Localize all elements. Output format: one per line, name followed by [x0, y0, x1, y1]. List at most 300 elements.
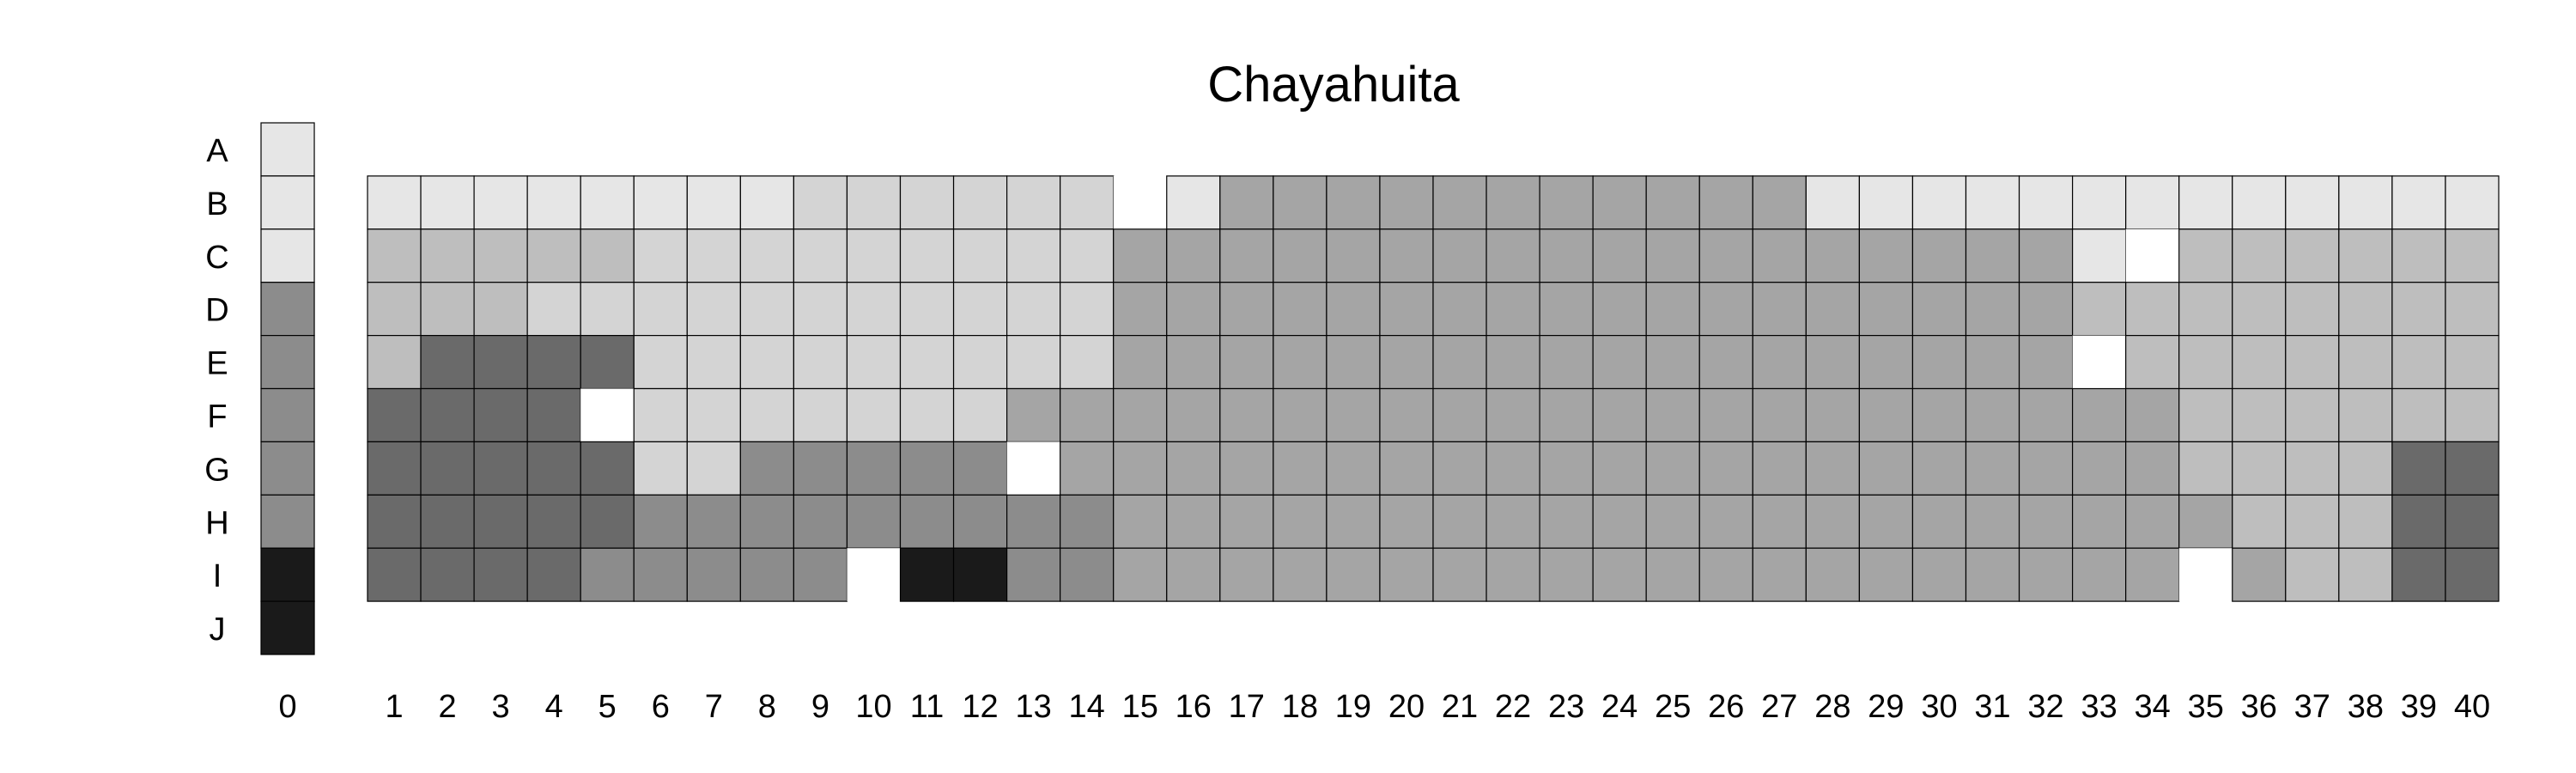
grid-cell-h-13 — [1007, 495, 1060, 548]
grid-cell-e-29 — [1859, 336, 1912, 389]
grid-cell-i-13 — [1007, 548, 1060, 601]
grid-cell-d-35 — [2179, 283, 2233, 336]
grid-cell-h-21 — [1433, 495, 1486, 548]
grid-cell-g-15 — [1114, 441, 1167, 495]
grid-cell-e-34 — [2126, 336, 2179, 389]
grid-cell-f-23 — [1540, 389, 1593, 442]
grid-cell-c-10 — [847, 229, 900, 283]
grid-cell-g-39 — [2392, 441, 2445, 495]
grid-cell-b-17 — [1220, 176, 1273, 229]
grid-cell-f-18 — [1273, 389, 1327, 442]
grid-cell-h-6 — [634, 495, 687, 548]
grid-cell-h-39 — [2392, 495, 2445, 548]
grid-cell-d-31 — [1966, 283, 2020, 336]
grid-cell-c-22 — [1486, 229, 1540, 283]
grid-cell-h-15 — [1114, 495, 1167, 548]
grid-cell-b-37 — [2286, 176, 2339, 229]
grid-cell-f-15 — [1114, 389, 1167, 442]
grid-cell-b-6 — [634, 176, 687, 229]
row-labels — [204, 133, 230, 648]
grid-cell-f-37 — [2286, 389, 2339, 442]
grid-cell-c-7 — [687, 229, 740, 283]
grid-cell-c-15 — [1114, 229, 1167, 283]
grid-cell-i-22 — [1486, 548, 1540, 601]
row-label-b: B — [206, 186, 228, 222]
grid-cell-d-9 — [793, 283, 847, 336]
grid-cell-f-39 — [2392, 389, 2445, 442]
grid-cell-i-29 — [1859, 548, 1912, 601]
grid-cell-e-18 — [1273, 336, 1327, 389]
row-label-i: I — [212, 558, 222, 595]
column-label-12: 12 — [962, 689, 999, 725]
grid-cell-e-40 — [2445, 336, 2499, 389]
grid-cell-i-5 — [580, 548, 634, 601]
column-label-19: 19 — [1334, 689, 1372, 725]
grid-cell-e-13 — [1007, 336, 1060, 389]
grid-cell-e-9 — [793, 336, 847, 389]
grid-cell-f-1 — [368, 389, 421, 442]
grid-cell-e-7 — [687, 336, 740, 389]
grid-cell-g-13 — [1007, 441, 1060, 495]
grid-cell-b-1 — [368, 176, 421, 229]
column-label-14: 14 — [1068, 689, 1105, 725]
grid-cell-e-28 — [1806, 336, 1859, 389]
grid-cell-g-19 — [1327, 441, 1380, 495]
grid-cell-d-5 — [580, 283, 634, 336]
grid-cell-f-35 — [2179, 389, 2233, 442]
column-label-35: 35 — [2187, 689, 2224, 725]
grid-cell-h-12 — [954, 495, 1007, 548]
grid-cell-f-38 — [2339, 389, 2392, 442]
grid-cell-b-36 — [2233, 176, 2286, 229]
grid-cell-b-3 — [474, 176, 527, 229]
grid-cell-g-37 — [2286, 441, 2339, 495]
column-label-6: 6 — [651, 689, 670, 725]
grid-cell-g-34 — [2126, 441, 2179, 495]
grid-cell-g-12 — [954, 441, 1007, 495]
grid-cell-f-30 — [1912, 389, 1965, 442]
grid-cell-g-1 — [368, 441, 421, 495]
grid-cell-f-12 — [954, 389, 1007, 442]
grid-cell-i-40 — [2445, 548, 2499, 601]
grid-cell-b-19 — [1327, 176, 1380, 229]
grid-cell-e-30 — [1912, 336, 1965, 389]
grid-cell-h-18 — [1273, 495, 1327, 548]
grid-cell-e-27 — [1753, 336, 1806, 389]
grid-cell-h-10 — [847, 495, 900, 548]
grid-cell-b-2 — [421, 176, 474, 229]
grid-cell-i-35 — [2179, 548, 2233, 601]
grid-cell-i-20 — [1380, 548, 1433, 601]
grid-cell-d-10 — [847, 283, 900, 336]
row-label-j: J — [209, 612, 226, 648]
reference-cell-h — [261, 495, 314, 548]
grid-cell-c-31 — [1966, 229, 2020, 283]
grid-cell-g-33 — [2073, 441, 2126, 495]
grid-cell-c-13 — [1007, 229, 1060, 283]
grid-cell-d-20 — [1380, 283, 1433, 336]
grid-cell-c-20 — [1380, 229, 1433, 283]
grid-cell-f-5 — [580, 389, 634, 442]
grid-cell-d-13 — [1007, 283, 1060, 336]
column-label-24: 24 — [1601, 689, 1638, 725]
grid-cell-b-7 — [687, 176, 740, 229]
grid-cell-c-5 — [580, 229, 634, 283]
column-label-30: 30 — [1921, 689, 1958, 725]
grid-cell-i-24 — [1593, 548, 1646, 601]
grid-cell-b-22 — [1486, 176, 1540, 229]
grid-cell-h-19 — [1327, 495, 1380, 548]
grid-cell-f-22 — [1486, 389, 1540, 442]
grid-cell-i-37 — [2286, 548, 2339, 601]
grid-cell-e-38 — [2339, 336, 2392, 389]
grid-cell-i-14 — [1060, 548, 1114, 601]
grid-cell-b-23 — [1540, 176, 1593, 229]
grid-cell-g-14 — [1060, 441, 1114, 495]
grid-cell-b-9 — [793, 176, 847, 229]
grid-cell-h-1 — [368, 495, 421, 548]
grid-cell-g-21 — [1433, 441, 1486, 495]
grid-cell-d-40 — [2445, 283, 2499, 336]
column-label-10: 10 — [855, 689, 892, 725]
grid-cell-h-27 — [1753, 495, 1806, 548]
reference-cell-f — [261, 389, 314, 442]
grid-cell-f-28 — [1806, 389, 1859, 442]
grid-cell-b-28 — [1806, 176, 1859, 229]
grid-cell-d-11 — [901, 283, 954, 336]
grid-cell-h-30 — [1912, 495, 1965, 548]
grid-cell-b-8 — [740, 176, 793, 229]
grid-cell-i-25 — [1646, 548, 1699, 601]
grid-cell-f-34 — [2126, 389, 2179, 442]
grid-cell-f-31 — [1966, 389, 2020, 442]
grid-cell-d-30 — [1912, 283, 1965, 336]
column-label-15: 15 — [1121, 689, 1158, 725]
reference-cell-j — [261, 601, 314, 654]
grid-cell-f-10 — [847, 389, 900, 442]
grid-cell-h-20 — [1380, 495, 1433, 548]
grid-cell-h-26 — [1699, 495, 1753, 548]
grid-cell-c-17 — [1220, 229, 1273, 283]
grid-cell-c-37 — [2286, 229, 2339, 283]
grid-cell-h-8 — [740, 495, 793, 548]
grid-cell-c-16 — [1167, 229, 1220, 283]
grid-cell-c-19 — [1327, 229, 1380, 283]
grid-cells — [368, 176, 2499, 601]
grid-cell-e-2 — [421, 336, 474, 389]
grid-cell-h-34 — [2126, 495, 2179, 548]
grid-cell-d-27 — [1753, 283, 1806, 336]
column-label-7: 7 — [704, 689, 723, 725]
grid-cell-i-39 — [2392, 548, 2445, 601]
grid-cell-i-18 — [1273, 548, 1327, 601]
grid-cell-i-9 — [793, 548, 847, 601]
column-label-38: 38 — [2347, 689, 2385, 725]
grid-cell-g-11 — [901, 441, 954, 495]
grid-cell-g-4 — [527, 441, 580, 495]
grid-cell-g-28 — [1806, 441, 1859, 495]
column-label-31: 31 — [1974, 689, 2011, 725]
grid-cell-h-35 — [2179, 495, 2233, 548]
grid-cell-b-21 — [1433, 176, 1486, 229]
grid-cell-c-18 — [1273, 229, 1327, 283]
grid-cell-f-19 — [1327, 389, 1380, 442]
grid-cell-c-32 — [2020, 229, 2073, 283]
column-label-0: 0 — [278, 689, 297, 725]
grid-cell-b-38 — [2339, 176, 2392, 229]
grid-cell-c-27 — [1753, 229, 1806, 283]
grid-cell-d-14 — [1060, 283, 1114, 336]
grid-cell-h-4 — [527, 495, 580, 548]
grid-cell-h-5 — [580, 495, 634, 548]
grid-cell-h-36 — [2233, 495, 2286, 548]
grid-cell-f-25 — [1646, 389, 1699, 442]
grid-cell-c-26 — [1699, 229, 1753, 283]
grid-cell-i-36 — [2233, 548, 2286, 601]
grid-cell-h-2 — [421, 495, 474, 548]
grid-cell-h-37 — [2286, 495, 2339, 548]
grid-cell-f-20 — [1380, 389, 1433, 442]
grid-cell-b-33 — [2073, 176, 2126, 229]
grid-cell-g-20 — [1380, 441, 1433, 495]
grid-cell-d-37 — [2286, 283, 2339, 336]
column-label-22: 22 — [1494, 689, 1532, 725]
grid-cell-e-21 — [1433, 336, 1486, 389]
grid-cell-g-9 — [793, 441, 847, 495]
grid-cell-g-30 — [1912, 441, 1965, 495]
column-label-40: 40 — [2453, 689, 2491, 725]
column-label-33: 33 — [2081, 689, 2117, 725]
grid-cell-c-21 — [1433, 229, 1486, 283]
grid-cell-b-14 — [1060, 176, 1114, 229]
reference-cell-a — [261, 123, 314, 176]
grid-cell-e-17 — [1220, 336, 1273, 389]
grid-cell-d-22 — [1486, 283, 1540, 336]
grid-cell-g-7 — [687, 441, 740, 495]
grid-cell-c-39 — [2392, 229, 2445, 283]
grid-cell-i-31 — [1966, 548, 2020, 601]
grid-cell-i-8 — [740, 548, 793, 601]
grid-cell-e-10 — [847, 336, 900, 389]
grid-cell-c-14 — [1060, 229, 1114, 283]
grid-cell-b-13 — [1007, 176, 1060, 229]
grid-cell-h-23 — [1540, 495, 1593, 548]
grid-cell-h-31 — [1966, 495, 2020, 548]
grid-cell-h-29 — [1859, 495, 1912, 548]
grid-cell-h-28 — [1806, 495, 1859, 548]
column-label-4: 4 — [544, 689, 563, 725]
grid-cell-f-17 — [1220, 389, 1273, 442]
grid-cell-e-20 — [1380, 336, 1433, 389]
grid-cell-g-25 — [1646, 441, 1699, 495]
grid-cell-f-9 — [793, 389, 847, 442]
grid-cell-h-9 — [793, 495, 847, 548]
reference-cell-d — [261, 283, 314, 336]
grid-cell-h-3 — [474, 495, 527, 548]
grid-cell-i-3 — [474, 548, 527, 601]
grid-cell-b-40 — [2445, 176, 2499, 229]
grid-cell-e-35 — [2179, 336, 2233, 389]
grid-cell-f-21 — [1433, 389, 1486, 442]
grid-cell-d-26 — [1699, 283, 1753, 336]
grid-cell-i-27 — [1753, 548, 1806, 601]
grid-cell-i-33 — [2073, 548, 2126, 601]
grid-cell-g-40 — [2445, 441, 2499, 495]
grid-cell-f-27 — [1753, 389, 1806, 442]
grid-cell-g-31 — [1966, 441, 2020, 495]
grid-cell-e-4 — [527, 336, 580, 389]
reference-cell-i — [261, 548, 314, 601]
grid-cell-e-36 — [2233, 336, 2286, 389]
grid-cell-f-24 — [1593, 389, 1646, 442]
grid-cell-c-24 — [1593, 229, 1646, 283]
grid-cell-d-34 — [2126, 283, 2179, 336]
grid-cell-f-2 — [421, 389, 474, 442]
grid-cell-g-32 — [2020, 441, 2073, 495]
grid-cell-g-10 — [847, 441, 900, 495]
grid-cell-f-7 — [687, 389, 740, 442]
grid-cell-b-16 — [1167, 176, 1220, 229]
grid-cell-i-17 — [1220, 548, 1273, 601]
grid-cell-d-15 — [1114, 283, 1167, 336]
grid-cell-b-11 — [901, 176, 954, 229]
column-label-25: 25 — [1655, 689, 1692, 725]
grid-cell-f-40 — [2445, 389, 2499, 442]
grid-cell-i-28 — [1806, 548, 1859, 601]
grid-cell-c-35 — [2179, 229, 2233, 283]
grid-cell-g-18 — [1273, 441, 1327, 495]
column-label-3: 3 — [491, 689, 510, 725]
grid-cell-g-8 — [740, 441, 793, 495]
grid-cell-c-12 — [954, 229, 1007, 283]
grid-cell-f-26 — [1699, 389, 1753, 442]
grid-cell-d-3 — [474, 283, 527, 336]
row-label-c: C — [205, 239, 229, 276]
grid-cell-f-36 — [2233, 389, 2286, 442]
grid-cell-f-32 — [2020, 389, 2073, 442]
column-label-1: 1 — [385, 689, 404, 725]
grid-cell-h-7 — [687, 495, 740, 548]
grid-cell-d-6 — [634, 283, 687, 336]
grid-cell-b-34 — [2126, 176, 2179, 229]
grid-cell-b-20 — [1380, 176, 1433, 229]
grid-cell-d-17 — [1220, 283, 1273, 336]
column-label-5: 5 — [598, 689, 617, 725]
grid-cell-i-10 — [847, 548, 900, 601]
grid-cell-c-38 — [2339, 229, 2392, 283]
grid-cell-i-19 — [1327, 548, 1380, 601]
grid-cell-g-3 — [474, 441, 527, 495]
grid-cell-e-12 — [954, 336, 1007, 389]
grid-cell-c-1 — [368, 229, 421, 283]
grid-cell-b-24 — [1593, 176, 1646, 229]
grid-cell-h-11 — [901, 495, 954, 548]
grid-cell-g-26 — [1699, 441, 1753, 495]
grid-cell-g-36 — [2233, 441, 2286, 495]
grid-cell-i-21 — [1433, 548, 1486, 601]
grid-cell-e-14 — [1060, 336, 1114, 389]
grid-cell-f-3 — [474, 389, 527, 442]
column-label-20: 20 — [1388, 689, 1425, 725]
grid-cell-i-16 — [1167, 548, 1220, 601]
column-label-36: 36 — [2240, 689, 2277, 725]
grid-cell-e-37 — [2286, 336, 2339, 389]
column-label-21: 21 — [1441, 689, 1479, 725]
grid-cell-c-28 — [1806, 229, 1859, 283]
grid-cell-d-36 — [2233, 283, 2286, 336]
grid-cell-b-32 — [2020, 176, 2073, 229]
grid-cell-c-36 — [2233, 229, 2286, 283]
column-label-28: 28 — [1814, 689, 1851, 725]
column-label-29: 29 — [1868, 689, 1905, 725]
grid-cell-g-2 — [421, 441, 474, 495]
grid-cell-f-4 — [527, 389, 580, 442]
reference-cell-c — [261, 229, 314, 283]
grid-cell-c-9 — [793, 229, 847, 283]
grid-cell-i-1 — [368, 548, 421, 601]
grid-cell-c-34 — [2126, 229, 2179, 283]
grid-cell-f-29 — [1859, 389, 1912, 442]
column-label-2: 2 — [438, 689, 457, 725]
grid-cell-h-14 — [1060, 495, 1114, 548]
grid-cell-g-29 — [1859, 441, 1912, 495]
row-label-e: E — [206, 345, 228, 382]
grid-cell-e-26 — [1699, 336, 1753, 389]
grid-cell-c-23 — [1540, 229, 1593, 283]
grid-cell-d-4 — [527, 283, 580, 336]
grid-cell-h-32 — [2020, 495, 2073, 548]
grid-cell-e-23 — [1540, 336, 1593, 389]
grid-cell-e-1 — [368, 336, 421, 389]
grid-cell-h-24 — [1593, 495, 1646, 548]
grid-cell-e-11 — [901, 336, 954, 389]
grid-cell-i-34 — [2126, 548, 2179, 601]
grid-cell-f-11 — [901, 389, 954, 442]
grid-cell-i-12 — [954, 548, 1007, 601]
chart-title: Chayahuita — [1207, 57, 1460, 113]
column-label-17: 17 — [1228, 689, 1265, 725]
grid-cell-g-38 — [2339, 441, 2392, 495]
column-labels — [278, 689, 2490, 725]
grid-cell-b-27 — [1753, 176, 1806, 229]
grid-cell-g-17 — [1220, 441, 1273, 495]
grid-cell-g-22 — [1486, 441, 1540, 495]
reference-cell-e — [261, 336, 314, 389]
grid-cell-d-23 — [1540, 283, 1593, 336]
grid-cell-b-35 — [2179, 176, 2233, 229]
grid-cell-b-30 — [1912, 176, 1965, 229]
grid-cell-g-23 — [1540, 441, 1593, 495]
grid-cell-h-33 — [2073, 495, 2126, 548]
grid-cell-d-28 — [1806, 283, 1859, 336]
row-label-a: A — [206, 132, 228, 169]
grid-cell-i-23 — [1540, 548, 1593, 601]
grid-cell-c-30 — [1912, 229, 1965, 283]
grid-cell-g-35 — [2179, 441, 2233, 495]
grid-cell-d-33 — [2073, 283, 2126, 336]
grid-cell-c-2 — [421, 229, 474, 283]
grid-cell-d-7 — [687, 283, 740, 336]
grid-cell-g-24 — [1593, 441, 1646, 495]
column-label-37: 37 — [2293, 689, 2330, 725]
grid-cell-e-25 — [1646, 336, 1699, 389]
grid-cell-d-32 — [2020, 283, 2073, 336]
grid-cell-d-8 — [740, 283, 793, 336]
column-label-18: 18 — [1281, 689, 1319, 725]
column-label-27: 27 — [1761, 689, 1798, 725]
column-label-13: 13 — [1015, 689, 1052, 725]
grid-cell-i-26 — [1699, 548, 1753, 601]
